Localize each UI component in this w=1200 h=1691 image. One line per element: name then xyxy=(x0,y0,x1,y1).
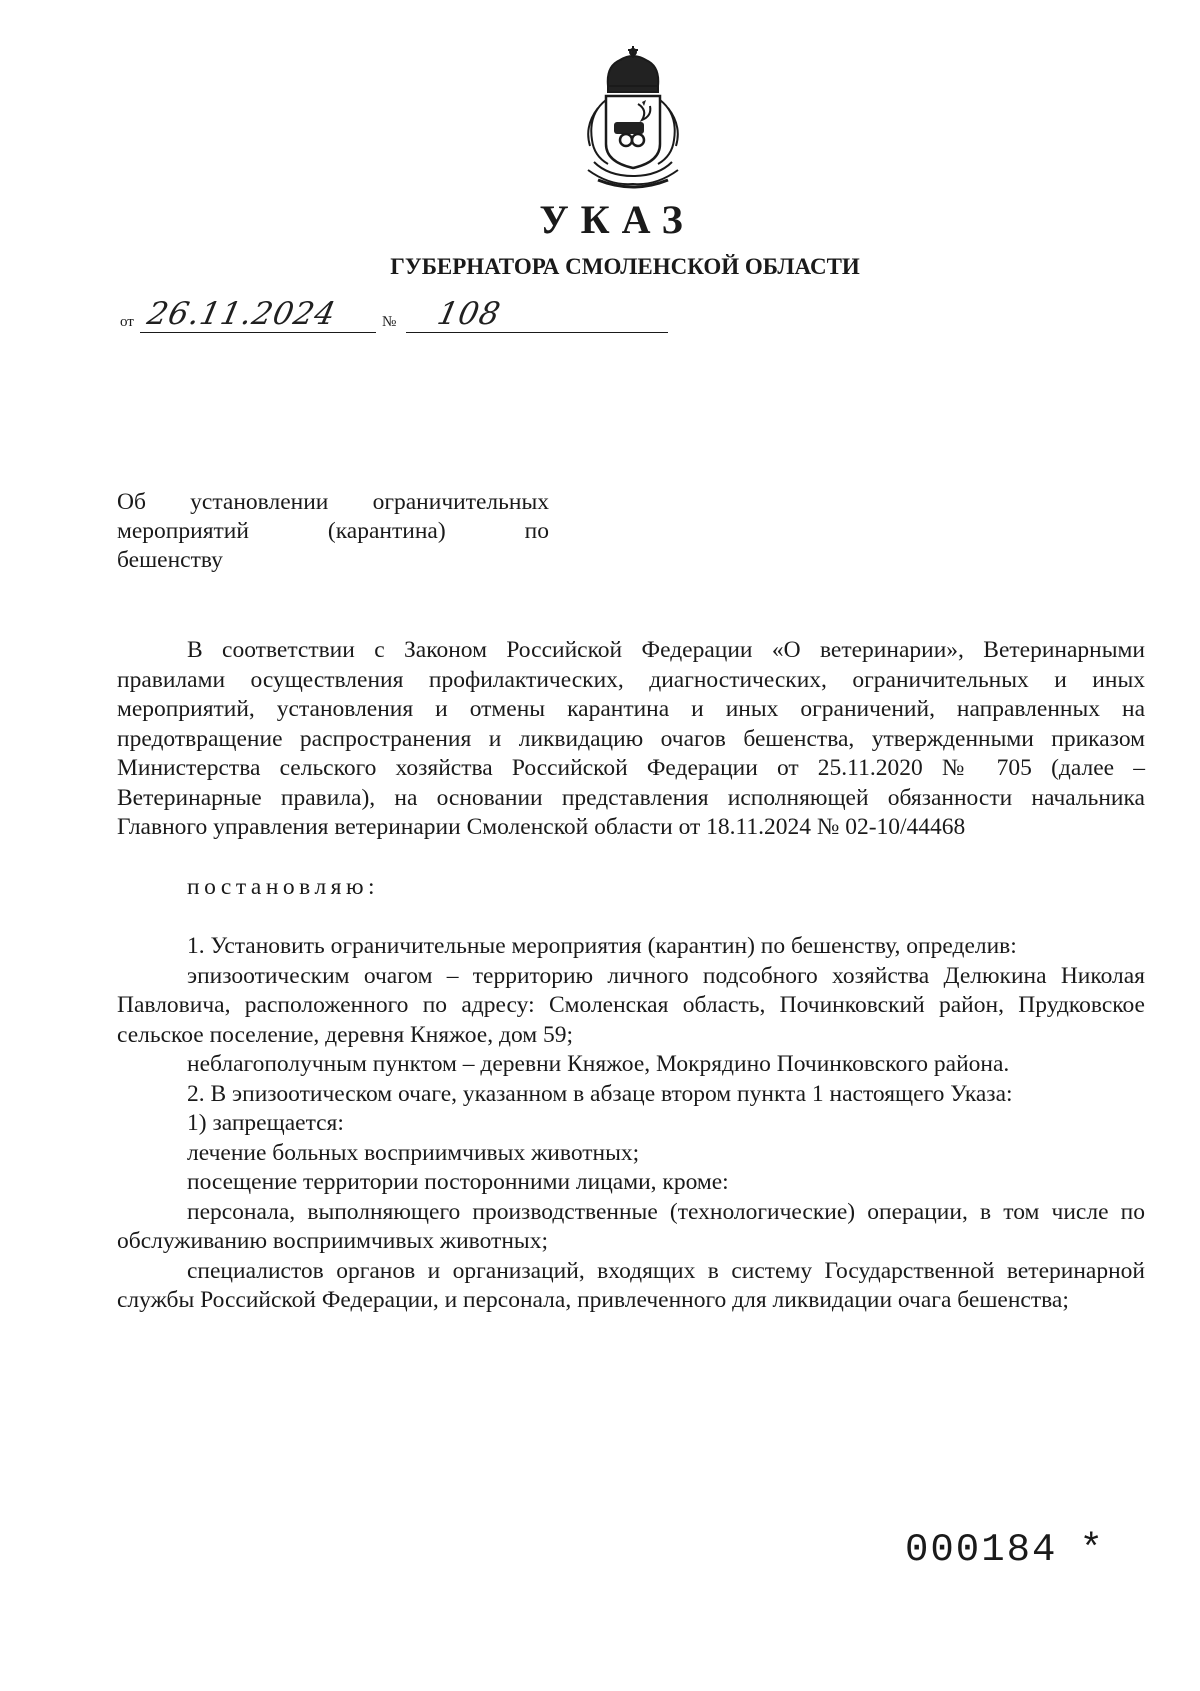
paragraph-2: эпизоотическим очагом – территорию личного подсобного хозяйства Делюкина Николая Павловича, расположенного по адресу: Смоленская область, Починковский район, Прудковское сельское поселение, деревня Княжое, дом 59; xyxy=(117,962,1145,1048)
date-underline xyxy=(140,332,376,333)
paragraph-7: посещение территории посторонними лицами, кроме: xyxy=(187,1169,729,1195)
paragraph-8: персонала, выполняющего производственные (технологические) операции, в том числе по обслуживанию восприимчивых животных; xyxy=(117,1198,1145,1254)
smolensk-coat-of-arms-emblem xyxy=(578,44,688,194)
paragraph-1: 1. Установить ограничительные мероприятия (карантин) по бешенству, определив: xyxy=(187,933,1017,959)
subject-word: (карантина) xyxy=(327,518,446,544)
number-underline xyxy=(406,332,668,333)
subject-word: по xyxy=(524,518,549,544)
decree-subject xyxy=(117,488,549,575)
handwritten-number: 108 xyxy=(434,296,504,332)
subject-line-3: бешенству xyxy=(117,547,223,573)
paragraph-5: 1) запрещается: xyxy=(187,1110,344,1136)
number-label: № xyxy=(382,314,397,330)
decree-word: постановляю: xyxy=(187,873,380,900)
decree-title: УКАЗ xyxy=(539,197,695,242)
subject-line-1: Об установлении ограничительных xyxy=(117,489,549,515)
paragraph-6: лечение больных восприимчивых животных; xyxy=(187,1139,640,1166)
serial-digits: 000184 xyxy=(905,1528,1058,1572)
date-number-line xyxy=(120,296,680,340)
decree-body xyxy=(117,636,1145,1316)
paragraph-4: 2. В эпизоотическом очаге, указанном в абзаце втором пункта 1 настоящего Указа: xyxy=(187,1080,1013,1107)
serial-mark: * xyxy=(1079,1528,1105,1572)
paragraph-9: специалистов органов и организаций, входящих в систему Государственной ветеринарной службы Российской Федерации, и персонала, привлеченного для ликвидации очага бешенства; xyxy=(117,1257,1145,1313)
decree-subtitle: ГУБЕРНАТОРА СМОЛЕНСКОЙ ОБЛАСТИ xyxy=(390,254,860,279)
paragraph-3: неблагополучным пунктом – деревни Княжое, Мокрядино Починковского района. xyxy=(187,1051,1010,1077)
preamble-paragraph: В соответствии с Законом Российской Федерации «О ветеринарии», Ветеринарными правилами осуществления профилактических, диагностических, ограничительных и иных мероприятий, установления и отмены карантина и иных ограничений, направленных на предотвращение распространения и ликвидацию очагов бешенства, утвержденными приказом Министерства сельского хозяйства Российской Федерации от 25.11.2020 № 705 (далее – Ветеринарные правила), на основании представления исполняющей обязанности начальника Главного управления ветеринарии Смоленской области от 18.11.2024 № 02-10/44468 xyxy=(117,637,1145,840)
from-label: от xyxy=(120,314,134,330)
subject-word: мероприятий xyxy=(117,518,249,544)
subject-line-2 xyxy=(117,517,549,546)
serial-number xyxy=(905,1528,1105,1572)
handwritten-date: 26.11.2024 xyxy=(144,296,340,332)
